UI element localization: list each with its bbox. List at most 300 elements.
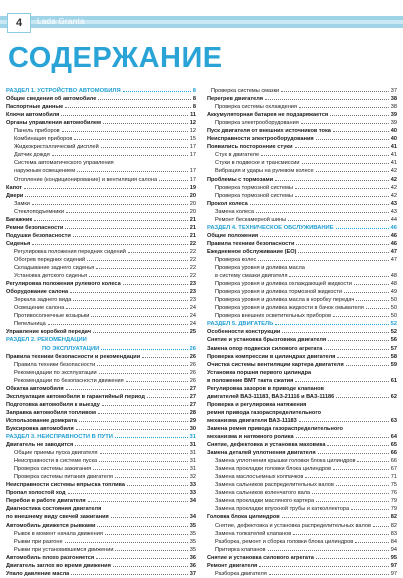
toc-entry[interactable] — [6, 280, 196, 288]
toc-entry[interactable] — [6, 505, 196, 513]
toc-entry-title: Замена прокладки масляного картера — [215, 498, 315, 505]
toc-entry-title: Снятие и установка брызговика двигателя — [207, 337, 327, 344]
toc-entry[interactable] — [6, 353, 196, 361]
toc-entry-title: Пепельница — [14, 321, 46, 328]
toc-entry-title: Общие положения — [207, 232, 259, 239]
dot-leader — [97, 365, 188, 366]
toc-subentry[interactable] — [6, 377, 196, 385]
toc-page-number: 48 — [390, 273, 397, 280]
toc-entry-title: Буксировка автомобиля — [6, 425, 74, 432]
toc-entry-title: Особенности конструкции — [207, 329, 281, 336]
toc-entry[interactable] — [207, 401, 397, 409]
dot-leader — [366, 308, 389, 309]
toc-subentry[interactable] — [207, 505, 397, 513]
toc-subentry[interactable] — [207, 530, 397, 538]
toc-page-number: 39 — [390, 112, 397, 119]
toc-subentry[interactable] — [6, 176, 196, 184]
toc-subentry[interactable] — [6, 296, 196, 304]
dot-leader — [351, 509, 389, 510]
toc-entry[interactable] — [207, 328, 397, 336]
toc-entry[interactable] — [207, 417, 397, 425]
toc-entry[interactable] — [207, 200, 397, 208]
dot-leader — [93, 469, 188, 470]
toc-entry[interactable] — [6, 441, 196, 449]
dot-leader — [296, 244, 388, 245]
toc-subentry[interactable] — [207, 208, 397, 216]
toc-subentry[interactable] — [207, 465, 397, 473]
toc-entry[interactable] — [6, 522, 196, 530]
dot-leader — [98, 99, 190, 100]
toc-page-number: 35 — [189, 546, 196, 553]
dot-leader — [298, 252, 388, 253]
toc-subentry[interactable] — [6, 449, 196, 457]
toc-entry[interactable] — [6, 570, 196, 578]
toc-entry-title: Проверка тормозной системы — [215, 192, 293, 199]
toc-subentry[interactable] — [6, 127, 196, 135]
toc-page-number: 22 — [189, 240, 196, 247]
toc-subentry[interactable] — [6, 320, 196, 328]
toc-section-heading[interactable] — [6, 336, 196, 344]
toc-entry-title: Автомобиль плохо разгоняется — [6, 554, 95, 561]
dot-leader — [258, 260, 388, 261]
toc-page-number: 97 — [390, 570, 397, 577]
toc-entry-title: Пуск двигателя от внешних источников тока — [207, 128, 331, 135]
toc-entry[interactable] — [6, 513, 196, 521]
dot-leader — [88, 501, 188, 502]
dot-leader — [288, 220, 389, 221]
toc-entry-title: Подушки безопасности — [6, 232, 71, 239]
toc-subentry[interactable] — [6, 135, 196, 143]
toc-page-number: 83 — [390, 530, 397, 537]
toc-entry-title: Система автоматического управления — [14, 160, 114, 167]
toc-entry-title: механизма и натяжного ролика — [207, 434, 294, 441]
toc-entry-title: Замена сальников распределительных валов — [215, 482, 334, 489]
toc-page-number: 31 — [189, 466, 196, 473]
toc-entry[interactable] — [207, 425, 397, 433]
toc-subentry[interactable] — [207, 151, 397, 159]
toc-page-number: 47 — [390, 248, 397, 255]
toc-entry-title: Складывание заднего сиденья — [14, 265, 95, 272]
toc-entry-title: Зеркала заднего вида — [14, 297, 72, 304]
toc-subentry[interactable] — [207, 304, 397, 312]
toc-page-number: 79 — [390, 498, 397, 505]
toc-entry-title: Панель приборов — [14, 128, 60, 135]
toc-subentry[interactable] — [207, 538, 397, 546]
toc-subentry[interactable] — [207, 457, 397, 465]
dot-leader — [113, 566, 188, 567]
toc-entry-title: Двигатель не заводится — [6, 442, 74, 449]
toc-entry[interactable] — [207, 361, 397, 369]
toc-page-number: 46 — [390, 240, 397, 247]
toc-entry[interactable] — [207, 513, 397, 521]
toc-subentry[interactable] — [6, 208, 196, 216]
toc-subentry[interactable] — [6, 546, 196, 554]
toc-entry[interactable] — [207, 449, 397, 457]
toc-entry-title: Регулировка зазоров в приводе клапанов — [207, 385, 324, 392]
toc-entry-title: Пропал холостой ход — [6, 490, 66, 497]
toc-entry[interactable] — [207, 345, 397, 353]
dot-leader — [333, 131, 389, 132]
toc-page-number: 37 — [390, 88, 397, 94]
toc-subentry[interactable] — [6, 200, 196, 208]
toc-entry[interactable] — [207, 127, 397, 135]
toc-entry[interactable] — [207, 248, 397, 256]
toc-page-number: 31 — [189, 450, 196, 457]
dot-leader — [74, 139, 187, 140]
toc-section-heading[interactable] — [207, 224, 397, 232]
toc-entry[interactable] — [207, 135, 397, 143]
toc-entry[interactable] — [207, 441, 397, 449]
toc-entry[interactable] — [207, 393, 397, 401]
dot-leader — [96, 558, 188, 559]
toc-subentry[interactable] — [6, 304, 196, 312]
toc-entry[interactable] — [207, 95, 397, 103]
toc-subentry[interactable] — [207, 570, 397, 578]
toc-entry-title: Аккумуляторная батарея не подзаряжается — [207, 112, 329, 119]
dot-leader — [281, 91, 389, 92]
dot-leader — [312, 493, 389, 494]
toc-entry-title: Регулировка положения рулевого колеса — [6, 281, 121, 288]
dot-leader — [62, 131, 188, 132]
toc-section-heading[interactable] — [6, 345, 196, 353]
dot-leader — [282, 332, 388, 333]
toc-page-number: 50 — [390, 297, 397, 304]
toc-subentry[interactable] — [6, 465, 196, 473]
toc-entry-title: Проверка уровня и доливка жидкости в бачок омывателя — [215, 305, 364, 312]
toc-page-number: 33 — [189, 482, 196, 489]
toc-subentry[interactable] — [207, 103, 397, 111]
toc-entry-title: Проверка колес — [215, 256, 257, 263]
toc-page-number: 57 — [390, 345, 397, 352]
toc-entry[interactable] — [207, 240, 397, 248]
toc-page-number: 15 — [189, 136, 196, 143]
toc-entry-title: Неисправности системы впрыска топлива — [6, 482, 126, 489]
dot-leader — [93, 332, 188, 333]
toc-page-number: 62 — [390, 393, 397, 400]
toc-page-number: 58 — [390, 353, 397, 360]
dot-leader — [126, 381, 188, 382]
dot-leader — [66, 308, 188, 309]
toc-page-number: 24 — [189, 313, 196, 320]
toc-entry-title: Сиденья — [6, 240, 31, 247]
dot-leader — [295, 381, 388, 382]
toc-entry-title: Замена маслосъемных колпачков — [215, 474, 304, 481]
toc-entry-title: Автомобиль движется рывками — [6, 522, 96, 529]
toc-subentry[interactable] — [207, 489, 397, 497]
toc-page-number: 8 — [192, 96, 196, 103]
toc-page-number: 97 — [390, 562, 397, 569]
dot-leader — [128, 252, 188, 253]
toc-subentry[interactable] — [6, 369, 196, 377]
toc-page-number: 22 — [189, 273, 196, 280]
toc-entry[interactable] — [207, 336, 397, 344]
toc-left-column — [6, 87, 196, 578]
toc-subentry[interactable] — [6, 538, 196, 546]
toc-entry[interactable] — [6, 224, 196, 232]
toc-entry-title: Паспортные данные — [6, 104, 64, 111]
toc-page-number: 21 — [189, 224, 196, 231]
toc-entry-title: Подготовка автомобиля к выезду — [6, 401, 100, 408]
dot-leader — [337, 357, 388, 358]
toc-entry[interactable] — [6, 385, 196, 393]
dot-leader — [250, 204, 389, 205]
toc-page-number: 22 — [189, 265, 196, 272]
toc-page-number: 30 — [189, 425, 196, 432]
toc-page-number: 43 — [390, 200, 397, 207]
dot-leader — [65, 542, 188, 543]
toc-entry-title: Проверка внешних осветительных приборов — [215, 313, 332, 320]
toc-entry-title: Прокол колеса — [207, 200, 248, 207]
dot-leader — [70, 292, 188, 293]
toc-subentry[interactable] — [207, 288, 397, 296]
toc-page-number: 17 — [189, 168, 196, 175]
dot-leader — [265, 99, 389, 100]
toc-subentry[interactable] — [207, 546, 397, 554]
toc-page-number: 42 — [390, 184, 397, 191]
toc-entry[interactable] — [207, 377, 397, 385]
dot-leader — [77, 171, 188, 172]
toc-subentry[interactable] — [207, 272, 397, 280]
toc-subentry[interactable] — [6, 159, 196, 167]
toc-entry[interactable] — [207, 353, 397, 361]
toc-subentry[interactable] — [6, 256, 196, 264]
toc-page-number: 25 — [189, 329, 196, 336]
dot-leader — [275, 324, 388, 325]
toc-page-number: 26 — [189, 377, 196, 384]
dot-leader — [73, 300, 187, 301]
toc-page-number: 22 — [189, 248, 196, 255]
toc-entry[interactable] — [207, 409, 397, 417]
dot-leader — [127, 485, 188, 486]
toc-entry[interactable] — [6, 409, 196, 417]
toc-subentry[interactable] — [6, 143, 196, 151]
toc-entry-title: Снятие, дефектовка и установка распределительных валов — [215, 522, 371, 529]
dot-leader — [330, 115, 389, 116]
toc-entry[interactable] — [207, 176, 397, 184]
toc-entry-title: Замена колеса — [215, 208, 254, 215]
toc-entry-title: Проверка электрооборудования — [215, 120, 299, 127]
dot-leader — [24, 188, 188, 189]
toc-page-number: 27 — [189, 401, 196, 408]
dot-leader — [34, 220, 188, 221]
toc-subentry[interactable] — [6, 457, 196, 465]
dot-leader — [299, 107, 389, 108]
toc-subentry[interactable] — [207, 264, 397, 272]
dot-leader — [25, 196, 187, 197]
toc-page-number: 31 — [189, 458, 196, 465]
dot-leader — [259, 566, 388, 567]
toc-page-number: 23 — [189, 281, 196, 288]
toc-entry[interactable] — [6, 489, 196, 497]
toc-page-number: 29 — [189, 417, 196, 424]
toc-page-number: 66 — [390, 458, 397, 465]
dot-leader — [66, 389, 188, 390]
toc-entry[interactable] — [6, 103, 196, 111]
dot-leader — [305, 477, 388, 478]
toc-page-number: 84 — [390, 538, 397, 545]
page-header — [0, 0, 403, 40]
dot-leader — [147, 397, 188, 398]
toc-entry-title: в систему смазки двигателя — [215, 273, 288, 280]
toc-entry-title: Ежедневное обслуживание (ЕО) — [207, 248, 297, 255]
toc-page-number: 27 — [189, 385, 196, 392]
toc-entry[interactable] — [6, 393, 196, 401]
toc-page-number: 38 — [390, 104, 397, 111]
toc-entry[interactable] — [207, 562, 397, 570]
toc-entry[interactable] — [207, 385, 397, 393]
toc-entry[interactable] — [6, 425, 196, 433]
toc-page-number: 41 — [390, 144, 397, 151]
toc-entry[interactable] — [6, 417, 196, 425]
toc-entry[interactable] — [6, 240, 196, 248]
toc-subentry[interactable] — [207, 312, 397, 320]
dot-leader — [293, 534, 389, 535]
toc-entry-title: Общие приемы пуска двигателя — [14, 450, 98, 457]
toc-subentry[interactable] — [6, 264, 196, 272]
dot-leader — [333, 316, 389, 317]
toc-entry[interactable] — [6, 481, 196, 489]
toc-entry[interactable] — [6, 288, 196, 296]
toc-entry[interactable] — [6, 95, 196, 103]
dot-leader — [123, 91, 191, 92]
toc-page-number: 34 — [189, 514, 196, 521]
dot-leader — [295, 147, 389, 148]
toc-section-heading[interactable] — [6, 87, 196, 95]
dot-leader — [316, 139, 389, 140]
dot-leader — [142, 357, 188, 358]
toc-section-heading[interactable] — [6, 433, 196, 441]
dot-leader — [327, 445, 388, 446]
dot-leader — [123, 284, 188, 285]
toc-entry-title: Жидкокристаллический дисплей — [14, 144, 99, 151]
toc-page-number: 40 — [390, 136, 397, 143]
toc-page-number: 26 — [189, 345, 196, 352]
toc-entry-title: Появились посторонние стуки — [207, 144, 293, 151]
dot-leader — [282, 517, 389, 518]
toc-subentry[interactable] — [207, 497, 397, 505]
dot-leader — [32, 244, 188, 245]
toc-entry-title: Ключи автомобиля — [6, 112, 60, 119]
dot-leader — [316, 558, 389, 559]
page-title: СОДЕРЖАНИЕ — [8, 42, 223, 74]
toc-entry-title: Использование домкрата — [6, 417, 78, 424]
toc-entry-title: Противосолнечные козырьки — [14, 313, 90, 320]
toc-entry-title: Стуки в подвеске и трансмиссии — [215, 160, 300, 167]
toc-subentry[interactable] — [6, 167, 196, 175]
dot-leader — [66, 212, 188, 213]
toc-entry[interactable] — [6, 328, 196, 336]
dot-leader — [89, 276, 188, 277]
toc-subentry[interactable] — [207, 119, 397, 127]
toc-subentry[interactable] — [207, 481, 397, 489]
dot-leader — [159, 180, 188, 181]
toc-subentry[interactable] — [207, 473, 397, 481]
toc-page-number: 36 — [189, 562, 196, 569]
toc-page-number: 36 — [189, 554, 196, 561]
toc-subentry[interactable] — [6, 272, 196, 280]
dot-leader — [324, 349, 388, 350]
toc-entry[interactable] — [6, 401, 196, 409]
toc-entry[interactable] — [207, 369, 397, 377]
toc-page-number: 42 — [390, 192, 397, 199]
toc-entry[interactable] — [6, 562, 196, 570]
toc-subentry[interactable] — [207, 87, 397, 95]
toc-entry[interactable] — [207, 433, 397, 441]
toc-entry-title: Заправка автомобиля топливом — [6, 409, 96, 416]
toc-entry[interactable] — [6, 111, 196, 119]
toc-entry-title: Замена прокладки впускной трубы и катколлектора — [215, 506, 350, 513]
toc-page-number: 20 — [189, 192, 196, 199]
toc-subentry[interactable] — [207, 216, 397, 224]
toc-subentry[interactable] — [6, 473, 196, 481]
toc-entry-title: Обогрев передних сидений — [14, 256, 86, 263]
toc-subentry[interactable] — [6, 530, 196, 538]
dot-leader — [98, 413, 188, 414]
toc-entry-title: Перегрев двигателя — [207, 96, 264, 103]
toc-subentry[interactable] — [207, 167, 397, 175]
dot-leader — [346, 365, 389, 366]
toc-entry[interactable] — [207, 232, 397, 240]
toc-section-heading[interactable] — [207, 320, 397, 328]
toc-subentry[interactable] — [207, 159, 397, 167]
toc-entry[interactable] — [207, 143, 397, 151]
toc-entry-title: Замки — [14, 200, 30, 207]
toc-entry[interactable] — [6, 497, 196, 505]
toc-entry-title: наружным освещением — [14, 168, 76, 175]
dot-leader — [344, 292, 389, 293]
toc-subentry[interactable] — [207, 280, 397, 288]
toc-subentry[interactable] — [207, 256, 397, 264]
toc-entry-title: Обкатка автомобиля — [6, 385, 64, 392]
toc-page-number: 26 — [189, 361, 196, 368]
toc-entry-title: Общие сведения об автомобиле — [6, 96, 97, 103]
toc-page-number: 34 — [189, 498, 196, 505]
toc-subentry[interactable] — [207, 192, 397, 200]
dot-leader — [100, 453, 188, 454]
toc-entry[interactable] — [207, 554, 397, 562]
toc-entry-title: РАЗДЕЛ 2. РЕКОМЕНДАЦИИ — [6, 337, 87, 344]
toc-page-number: 41 — [390, 152, 397, 159]
toc-entry[interactable] — [6, 192, 196, 200]
toc-entry[interactable] — [6, 554, 196, 562]
dot-leader — [333, 469, 389, 470]
dot-leader — [97, 526, 187, 527]
toc-subentry[interactable] — [207, 296, 397, 304]
toc-entry[interactable] — [6, 119, 196, 127]
toc-subentry[interactable] — [6, 248, 196, 256]
toc-page-number: 23 — [189, 289, 196, 296]
toc-subentry[interactable] — [6, 312, 196, 320]
toc-entry-title: Проверка уровня и доливка масла в коробку передач — [215, 297, 355, 304]
toc-entry-title: Комбинация приборов — [14, 136, 73, 143]
page-number: 4 — [7, 13, 31, 33]
dot-leader — [61, 115, 188, 116]
toc-entry[interactable] — [6, 184, 196, 192]
toc-subentry[interactable] — [207, 522, 397, 530]
toc-subentry[interactable] — [6, 151, 196, 159]
dot-leader — [99, 461, 188, 462]
toc-entry-title: Замена прокладки головки блока цилиндров — [215, 466, 332, 473]
toc-entry[interactable] — [207, 111, 397, 119]
toc-subentry[interactable] — [207, 184, 397, 192]
toc-entry[interactable] — [6, 216, 196, 224]
toc-subentry[interactable] — [6, 361, 196, 369]
dot-leader — [48, 324, 188, 325]
toc-entry-title: Стеклоподъемники — [14, 208, 64, 215]
toc-entry-title: Правила техники безопасности — [14, 361, 96, 368]
toc-entry-title: Замена ремня привода газораспределительного — [207, 425, 343, 432]
toc-entry[interactable] — [6, 232, 196, 240]
